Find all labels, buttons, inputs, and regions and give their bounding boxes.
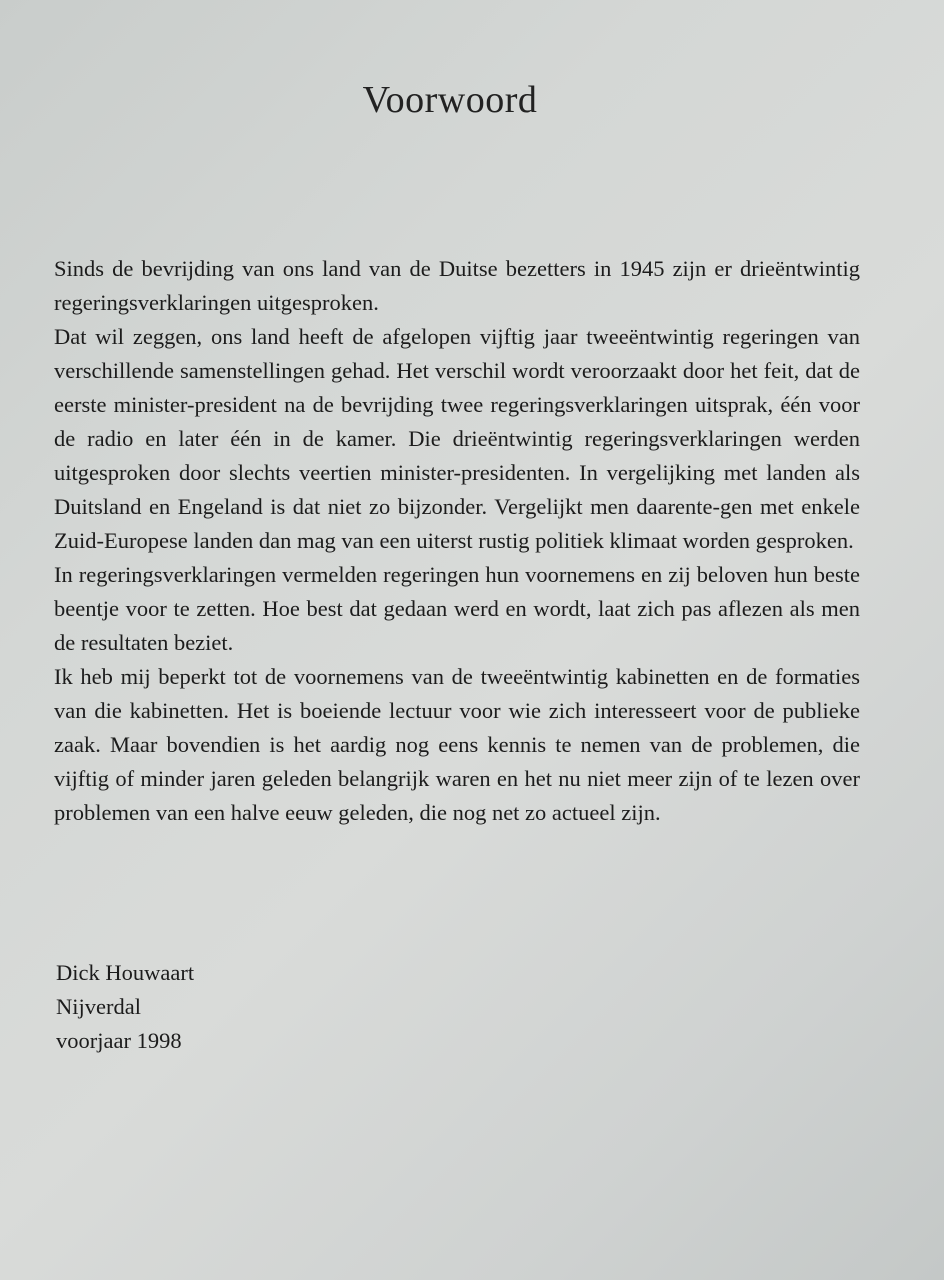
page-title: Voorwoord <box>362 79 538 121</box>
author-name: Dick Houwaart <box>56 960 195 985</box>
signature-date: voorjaar 1998 <box>56 1028 182 1053</box>
paragraph-2: Dat wil zeggen, ons land heeft de afgelopen vijftig jaar tweeëntwintig regeringen van verschillende samenstellingen gehad. Het verschil wordt veroorzaakt door het feit, dat de eerste minister-president na de bevrijding twee regeringsverklaringen uitsprak, één voor de radio en later één in de kamer. Die drieëntwintig regeringsverklaringen werden uitgesproken door slechts veertien minister-presidenten. In vergelijking met landen als Duitsland en Engeland is dat niet zo bijzonder. Vergelijkt men daarente-gen met enkele Zuid-Europese landen dan mag van een uiterst rustig politiek klimaat worden gesproken. <box>54 324 860 553</box>
paragraph-1: Sinds de bevrijding van ons land van de Duitse bezetters in 1945 zijn er drieëntwintig regeringsverklaringen uitgesproken. <box>54 256 860 315</box>
paragraph-4: Ik heb mij beperkt tot de voornemens van de tweeëntwintig kabinetten en de formaties van die kabinetten. Het is boeiende lectuur voor wie zich interesseert voor de publieke zaak. Maar bovendien is het aardig nog eens kennis te nemen van de problemen, die vijftig of minder jaren geleden belangrijk waren en het nu niet meer zijn of te lezen over problemen van een halve eeuw geleden, die nog net zo actueel zijn. <box>54 664 860 825</box>
author-place: Nijverdal <box>56 994 141 1019</box>
paragraph-3: In regeringsverklaringen vermelden regeringen hun voornemens en zij beloven hun beste beentje voor te zetten. Hoe best dat gedaan werd en wordt, laat zich pas aflezen als men de resultaten beziet. <box>54 562 860 655</box>
signature-block <box>56 956 194 1058</box>
foreword-body <box>54 252 860 830</box>
